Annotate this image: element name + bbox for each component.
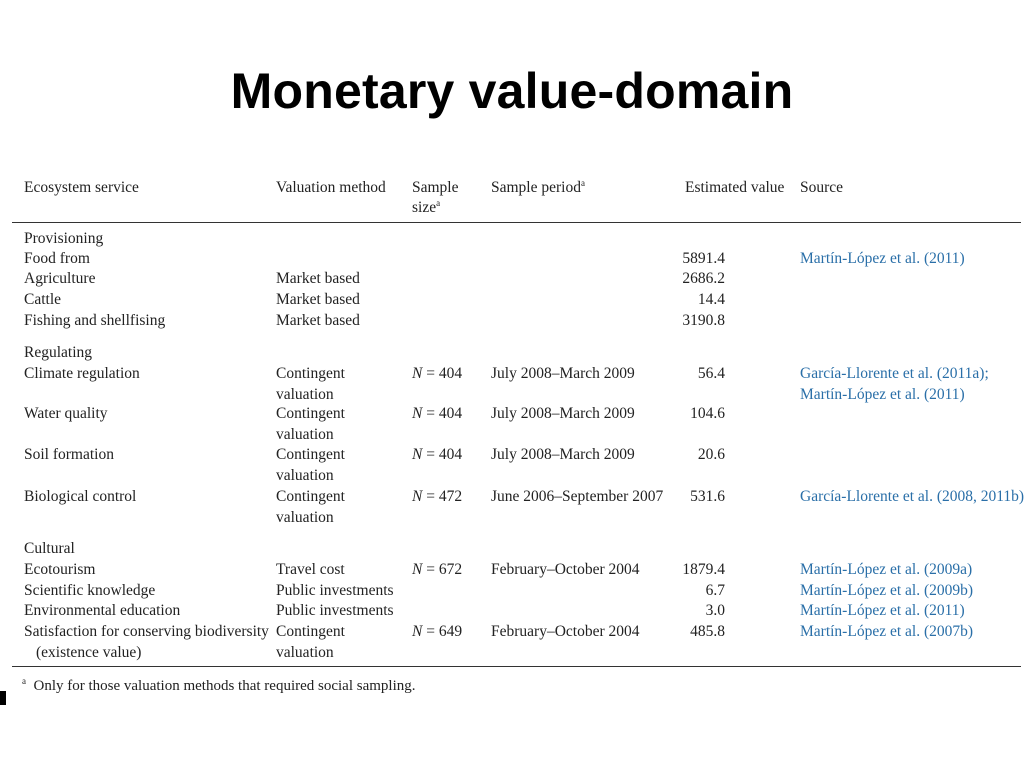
table-row <box>12 445 1021 485</box>
cell-method: Travel cost <box>276 561 345 578</box>
cell-source-link[interactable]: Martín-López et al. (2007b) <box>800 623 974 640</box>
cell-sample-size: N = 472 <box>412 488 463 505</box>
cell-source-link[interactable]: García-Llorente et al. (2011a); Martín-López et al. (2011) <box>800 365 989 403</box>
header-source: Source <box>800 179 844 196</box>
cell-period: June 2006–September 2007 <box>491 488 664 505</box>
valuation-table <box>12 168 1024 667</box>
cell-period: February–October 2004 <box>491 561 640 578</box>
cell-period: July 2008–March 2009 <box>491 405 635 422</box>
cell-service: Provisioning <box>24 230 104 247</box>
cell-service: Ecotourism <box>24 561 96 578</box>
table-row <box>12 364 1021 404</box>
cell-service: Agriculture <box>24 270 96 287</box>
cell-sample-size: N = 649 <box>412 623 463 640</box>
table-body <box>12 223 1024 667</box>
cell-value: 1879.4 <box>682 561 725 578</box>
cell-method: Market based <box>276 291 360 308</box>
cell-value: 104.6 <box>690 405 725 422</box>
cell-service: Cultural <box>24 540 75 557</box>
cell-service: Climate regulation <box>24 365 140 382</box>
cell-method: Market based <box>276 312 360 329</box>
cell-value: 20.6 <box>697 446 725 463</box>
cell-service: Biological control <box>24 488 137 505</box>
cell-method: Contingent valuation <box>276 405 345 443</box>
cell-sample-size: N = 404 <box>412 365 463 382</box>
cell-method: Contingent valuation <box>276 446 345 484</box>
cell-period: July 2008–March 2009 <box>491 446 635 463</box>
slide-title: Monetary value-domain <box>230 63 794 119</box>
cell-value: 3.0 <box>705 602 725 619</box>
cell-value: 5891.4 <box>682 250 725 267</box>
cell-value: 6.7 <box>705 582 725 599</box>
cell-service: Scientific knowledge <box>24 582 156 599</box>
cell-service: Cattle <box>24 291 62 308</box>
cell-source-link[interactable]: Martín-López et al. (2011) <box>800 602 965 619</box>
cell-period: February–October 2004 <box>491 623 640 640</box>
header-sample-size: Sample size$^a$ <box>412 179 459 216</box>
cell-service: Soil formation <box>24 446 114 463</box>
cell-source-link[interactable]: Martín-López et al. (2009a) <box>800 561 973 578</box>
cell-method: Public investments <box>276 602 394 619</box>
cell-service: Fishing and shellfising <box>24 312 166 329</box>
bottom-rule <box>12 666 1021 667</box>
cell-method: Contingent valuation <box>276 488 345 526</box>
header-value: Estimated value <box>685 179 785 196</box>
cell-service: Water quality <box>24 405 108 422</box>
cell-method: Market based <box>276 270 360 287</box>
cell-value: 2686.2 <box>682 270 725 287</box>
header-service: Ecosystem service <box>24 179 139 196</box>
cell-service: Food from <box>24 250 90 267</box>
cell-value: 531.6 <box>690 488 725 505</box>
cell-value: 485.8 <box>690 623 725 640</box>
cell-service: Environmental education <box>24 602 181 619</box>
cell-value: 3190.8 <box>682 312 725 329</box>
cell-value: 14.4 <box>697 291 725 308</box>
table-header <box>12 168 1021 222</box>
table-row <box>12 622 1021 662</box>
cell-service: Regulating <box>24 344 93 361</box>
cell-method: Contingent valuation <box>276 623 345 661</box>
cell-sample-size: N = 404 <box>412 405 463 422</box>
header-method: Valuation method <box>276 179 386 196</box>
cell-service: Satisfaction for conserving biodiversity (existence value) <box>24 623 269 661</box>
cell-source-link[interactable]: Martín-López et al. (2011) <box>800 250 965 267</box>
cell-value: 56.4 <box>697 365 725 382</box>
cell-source-link[interactable]: Martín-López et al. (2009b) <box>800 582 974 599</box>
cell-period: July 2008–March 2009 <box>491 365 635 382</box>
header-period: Sample period$^a$ <box>491 177 585 196</box>
cell-source-link[interactable]: García-Llorente et al. (2008, 2011b) <box>800 488 1024 505</box>
cell-method: Contingent valuation <box>276 365 345 403</box>
footnote: $^a$ Only for those valuation methods that required social sampling. <box>22 676 416 694</box>
table-row <box>12 487 1024 527</box>
cell-method: Public investments <box>276 582 394 599</box>
cell-sample-size: N = 404 <box>412 446 463 463</box>
cell-sample-size: N = 672 <box>412 561 463 578</box>
table-row <box>12 404 1021 444</box>
slide-marker <box>0 691 6 705</box>
